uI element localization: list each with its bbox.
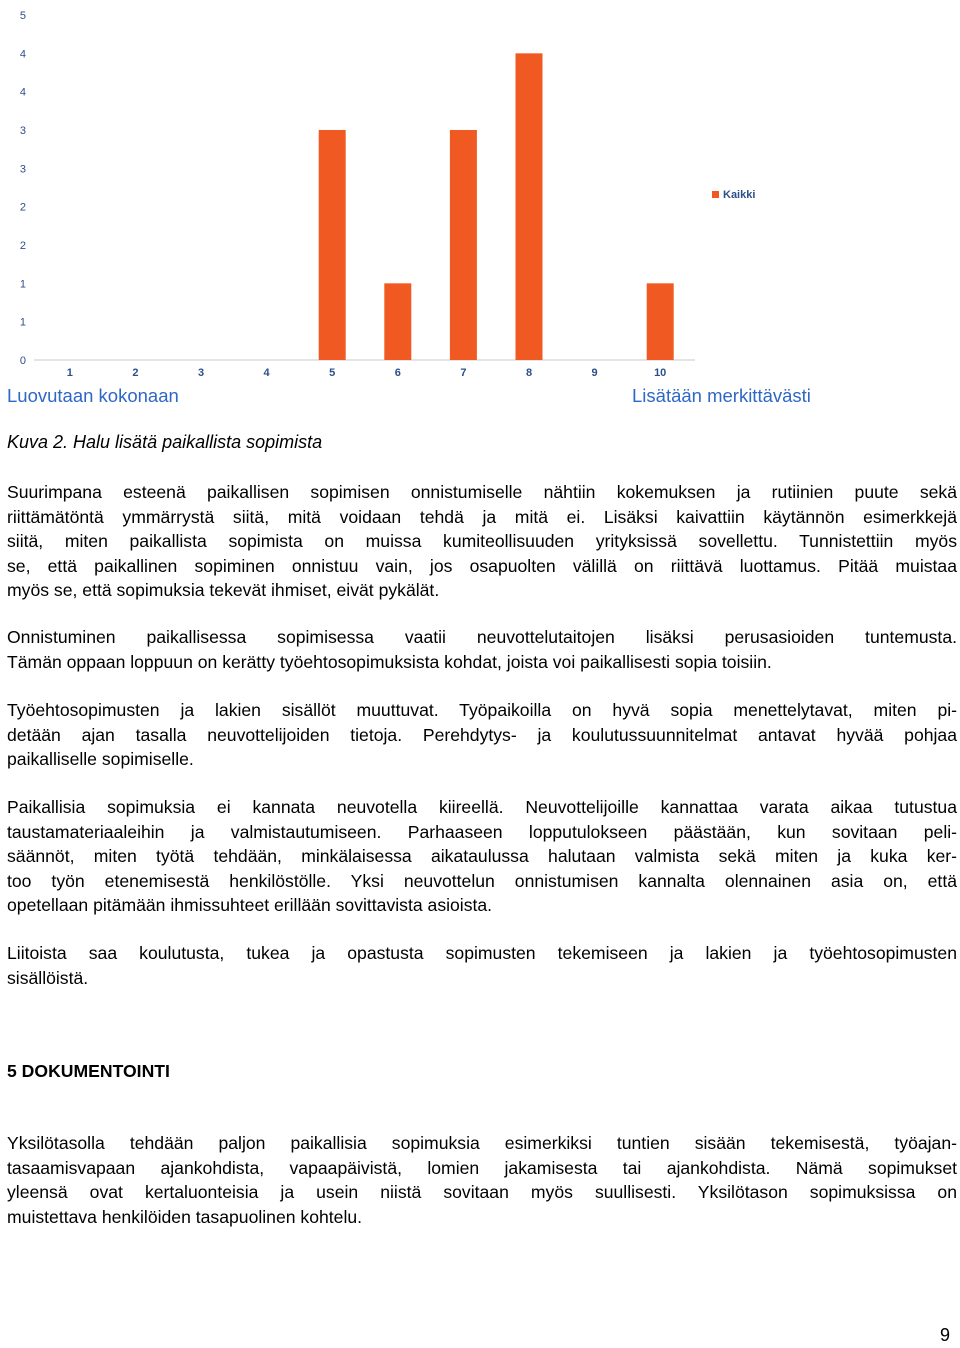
paragraph-line: säännöt, miten työtä tehdään, minkälaisessa aikataulussa halutaan valmista sekä miten ja kuka ker- xyxy=(7,846,957,867)
y-tick-label: 2 xyxy=(19,201,26,214)
bar-chart xyxy=(0,0,960,385)
paragraph-line: sisällöistä. xyxy=(7,967,89,988)
paragraph-documentation xyxy=(7,1131,957,1229)
paragraph-obstacles xyxy=(7,480,957,603)
x-tick-label: 9 xyxy=(591,367,598,379)
y-axis-tick-labels xyxy=(20,10,26,367)
y-tick-label: 3 xyxy=(19,163,26,176)
x-tick-label: 1 xyxy=(66,367,73,379)
y-tick-label: 4 xyxy=(19,86,26,99)
figure-caption: Kuva 2. Halu lisätä paikallista sopimista xyxy=(7,432,323,452)
legend-label: Kaikki xyxy=(723,189,756,201)
y-tick-label: 4 xyxy=(19,48,26,61)
paragraph-line: opetellaan pitämään ihmissuhteet erillään sovittavista asioista. xyxy=(7,895,493,916)
bar-5 xyxy=(319,130,346,360)
x-axis-tick-labels xyxy=(67,367,667,379)
paragraph-line: Paikallisia sopimuksia ei kannata neuvotella kiireellä. Neuvottelijoille kannattaa varata aikaa tutustua xyxy=(7,797,957,817)
x-tick-label: 6 xyxy=(394,367,401,379)
paragraph-line: taustamateriaaleihin ja valmistautumiseen. Parhaaseen lopputulokseen päästään, kun sovitaan peli- xyxy=(7,821,957,842)
paragraph-line: yleensä ovat kertaluonteisia ja usein niistä sovitaan myös suullisesti. Yksilötason sopimuksissa on xyxy=(7,1182,957,1203)
scale-right-label: Lisätään merkittävästi xyxy=(632,385,811,406)
paragraph-negotiation-skills xyxy=(7,625,957,674)
y-tick-label: 1 xyxy=(19,278,26,291)
x-tick-label: 4 xyxy=(263,367,270,379)
paragraph-line: muistettava henkilöiden tasapuolinen kohtelu. xyxy=(7,1206,363,1227)
x-tick-label: 2 xyxy=(132,367,139,379)
paragraph-line: Suurimpana esteenä paikallisen sopimisen onnistumiselle nähtiin kokemuksen ja rutiinien puute sekä xyxy=(7,482,957,502)
paragraph-line: detään ajan tasalla neuvottelijoiden tietoja. Perehdytys- ja koulutussuunnitelmat antavat hyvää pohjaa xyxy=(7,724,957,745)
paragraph-line: Liitoista saa koulutusta, tukea ja opastusta sopimusten tekemiseen ja lakien ja työehtosopimusten xyxy=(7,943,957,963)
x-tick-label: 10 xyxy=(654,367,667,379)
y-tick-label: 5 xyxy=(19,10,26,22)
legend-swatch xyxy=(712,191,719,198)
x-tick-label: 8 xyxy=(525,367,533,379)
paragraph-contents-change xyxy=(7,698,957,772)
paragraph-line: Onnistuminen paikallisessa sopimisessa vaatii neuvottelutaitojen lisäksi perusasioiden tuntemusta. xyxy=(7,627,957,647)
paragraph-no-rush xyxy=(7,795,957,918)
paragraph-line: se, että paikallinen sopiminen onnistuu vain, jos osapuolten välillä on riittävä luottamus. Pitää muistaa xyxy=(7,555,957,576)
bar-8 xyxy=(516,53,543,360)
paragraph-line: paikalliselle sopimiselle. xyxy=(7,749,194,770)
paragraph-line: Tämän oppaan loppuun on kerätty työehtosopimuksista kohdat, joista voi paikallisesti sopia toisiin. xyxy=(7,651,772,672)
paragraph-line: myös se, että sopimuksia tekevät ihmiset, eivät pykälät. xyxy=(7,580,440,601)
page-number: 9 xyxy=(940,1325,951,1345)
x-tick-label: 7 xyxy=(460,367,467,379)
section-heading: 5 DOKUMENTOINTI xyxy=(7,1061,170,1081)
bar-7 xyxy=(450,130,477,360)
legend xyxy=(712,189,755,201)
bar-6 xyxy=(384,283,411,360)
x-tick-label: 5 xyxy=(329,367,336,379)
y-tick-label: 3 xyxy=(19,125,26,137)
paragraph-unions xyxy=(7,941,957,990)
paragraph-line: tasaamisvapaan ajankohdista, vapaapäivistä, lomien jakamisesta tai ajankohdista. Nämä sopimukset xyxy=(7,1157,957,1178)
paragraph-line: Yksilötasolla tehdään paljon paikallisia sopimuksia esimerkiksi tuntien sisään tekemisestä, työajan- xyxy=(7,1133,957,1153)
x-tick-label: 3 xyxy=(197,367,205,379)
paragraph-line: Työehtosopimusten ja lakien sisällöt muuttuvat. Työpaikoilla on hyvä sopia menettelytavat, miten pi- xyxy=(7,700,957,720)
paragraph-line: too työn etenemisestä henkilöstölle. Yksi neuvottelun onnistumisen kannalta olennainen asia on, että xyxy=(7,870,957,891)
bar-10 xyxy=(647,283,674,360)
y-tick-label: 1 xyxy=(19,316,26,329)
bar-series-kaikki xyxy=(319,53,674,360)
paragraph-line: riittämätöntä ymmärrystä siitä, mitä voidaan tehdä ja mitä ei. Lisäksi kaivattiin käytännön esimerkkejä xyxy=(7,506,957,527)
paragraph-line: siitä, miten paikallista sopimista on muissa kumiteollisuuden yrityksissä sovellettu. Tunnistettiin myös xyxy=(7,531,957,552)
y-tick-label: 0 xyxy=(19,355,26,367)
y-tick-label: 2 xyxy=(19,240,26,252)
scale-left-label: Luovutaan kokonaan xyxy=(7,385,179,406)
